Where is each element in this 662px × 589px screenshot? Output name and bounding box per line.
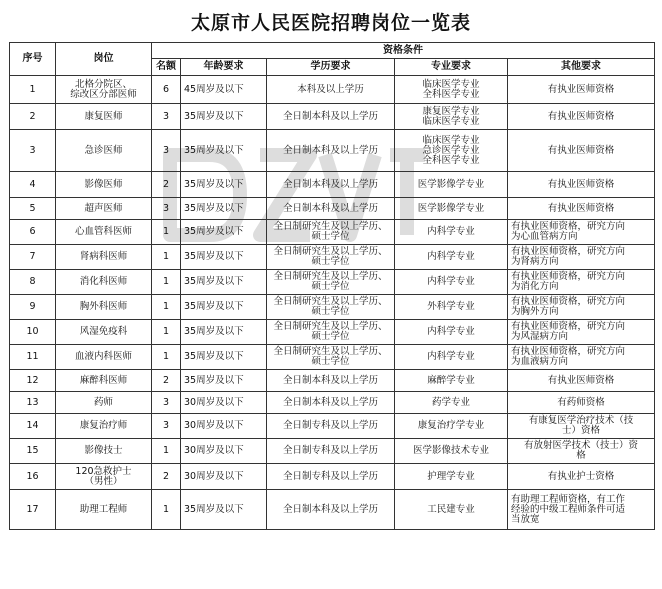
cell-position: 助理工程师 — [56, 490, 152, 530]
cell-major: 医学影像技术专业 — [395, 439, 508, 464]
cell-age: 45周岁及以下 — [181, 76, 267, 104]
cell-education: 全日制本科及以上学历 — [267, 130, 395, 172]
cell-position: 康复医师 — [56, 104, 152, 130]
cell-position: 康复治疗师 — [56, 414, 152, 439]
table-row — [10, 104, 655, 130]
cell-major: 外科学专业 — [395, 295, 508, 320]
cell-position: 影像医师 — [56, 172, 152, 198]
cell-age: 35周岁及以下 — [181, 245, 267, 270]
cell-index: 1 — [10, 76, 56, 104]
cell-other: 有药师资格 — [508, 392, 655, 414]
cell-quota: 1 — [152, 245, 181, 270]
table-row — [10, 76, 655, 104]
cell-index: 13 — [10, 392, 56, 414]
cell-major: 临床医学专业 急诊医学专业 全科医学专业 — [395, 130, 508, 172]
cell-quota: 3 — [152, 130, 181, 172]
cell-age: 35周岁及以下 — [181, 198, 267, 220]
cell-major: 医学影像学专业 — [395, 198, 508, 220]
cell-index: 15 — [10, 439, 56, 464]
table-body — [10, 76, 655, 530]
cell-index: 17 — [10, 490, 56, 530]
cell-education: 全日制研究生及以上学历、 硕士学位 — [267, 345, 395, 370]
cell-other: 有执业医师资格，研究方向 为血液病方向 — [508, 345, 655, 370]
cell-other: 有康复医学治疗技术（技 士）资格 — [508, 414, 655, 439]
cell-position: 消化科医师 — [56, 270, 152, 295]
header-qualifications: 资格条件 — [152, 43, 655, 59]
cell-index: 9 — [10, 295, 56, 320]
cell-age: 35周岁及以下 — [181, 490, 267, 530]
cell-age: 30周岁及以下 — [181, 392, 267, 414]
cell-other: 有执业医师资格，研究方向 为风湿病方向 — [508, 320, 655, 345]
cell-quota: 2 — [152, 370, 181, 392]
cell-education: 全日制专科及以上学历 — [267, 439, 395, 464]
cell-quota: 2 — [152, 464, 181, 490]
cell-education: 全日制研究生及以上学历、 硕士学位 — [267, 220, 395, 245]
cell-age: 35周岁及以下 — [181, 220, 267, 245]
cell-position: 影像技士 — [56, 439, 152, 464]
cell-major: 护理学专业 — [395, 464, 508, 490]
cell-major: 临床医学专业 全科医学专业 — [395, 76, 508, 104]
cell-quota: 1 — [152, 270, 181, 295]
cell-age: 35周岁及以下 — [181, 295, 267, 320]
table-row — [10, 220, 655, 245]
cell-other: 有执业医师资格，研究方向 为胸外方向 — [508, 295, 655, 320]
table-row — [10, 490, 655, 530]
cell-major: 内科学专业 — [395, 270, 508, 295]
cell-position: 风湿免疫科 — [56, 320, 152, 345]
cell-age: 30周岁及以下 — [181, 439, 267, 464]
cell-quota: 1 — [152, 220, 181, 245]
cell-other: 有执业医师资格 — [508, 104, 655, 130]
header-age: 年龄要求 — [181, 59, 267, 76]
cell-position: 药师 — [56, 392, 152, 414]
cell-position: 血液内科医师 — [56, 345, 152, 370]
cell-index: 10 — [10, 320, 56, 345]
cell-quota: 1 — [152, 345, 181, 370]
table-row — [10, 245, 655, 270]
cell-quota: 3 — [152, 104, 181, 130]
cell-age: 35周岁及以下 — [181, 172, 267, 198]
cell-education: 全日制专科及以上学历 — [267, 414, 395, 439]
cell-age: 35周岁及以下 — [181, 104, 267, 130]
cell-age: 35周岁及以下 — [181, 130, 267, 172]
cell-major: 医学影像学专业 — [395, 172, 508, 198]
cell-index: 6 — [10, 220, 56, 245]
table-row — [10, 464, 655, 490]
cell-other: 有执业医师资格 — [508, 130, 655, 172]
cell-education: 全日制研究生及以上学历、 硕士学位 — [267, 245, 395, 270]
cell-quota: 1 — [152, 439, 181, 464]
cell-index: 12 — [10, 370, 56, 392]
cell-age: 35周岁及以下 — [181, 345, 267, 370]
cell-index: 7 — [10, 245, 56, 270]
cell-major: 康复医学专业 临床医学专业 — [395, 104, 508, 130]
cell-position: 心血管科医师 — [56, 220, 152, 245]
cell-index: 14 — [10, 414, 56, 439]
header-index: 序号 — [10, 43, 56, 76]
cell-age: 35周岁及以下 — [181, 320, 267, 345]
cell-index: 11 — [10, 345, 56, 370]
cell-education: 全日制研究生及以上学历、 硕士学位 — [267, 295, 395, 320]
cell-other: 有助理工程师资格，有工作 经验的中级工程师条件可适 当放宽 — [508, 490, 655, 530]
table-row — [10, 414, 655, 439]
cell-other: 有执业医师资格 — [508, 76, 655, 104]
cell-major: 内科学专业 — [395, 220, 508, 245]
table-row — [10, 295, 655, 320]
cell-position: 肾病科医师 — [56, 245, 152, 270]
table-row — [10, 172, 655, 198]
cell-quota: 3 — [152, 392, 181, 414]
cell-major: 麻醉学专业 — [395, 370, 508, 392]
recruitment-table — [9, 42, 655, 530]
cell-quota: 3 — [152, 414, 181, 439]
cell-major: 康复治疗学专业 — [395, 414, 508, 439]
cell-major: 工民建专业 — [395, 490, 508, 530]
cell-position: 120急救护士 （男性） — [56, 464, 152, 490]
cell-other: 有执业护士资格 — [508, 464, 655, 490]
cell-education: 全日制研究生及以上学历、 硕士学位 — [267, 320, 395, 345]
page-title: 太原市人民医院招聘岗位一览表 — [190, 11, 471, 34]
cell-age: 35周岁及以下 — [181, 370, 267, 392]
cell-quota: 1 — [152, 490, 181, 530]
cell-quota: 6 — [152, 76, 181, 104]
cell-position: 麻醉科医师 — [56, 370, 152, 392]
cell-age: 30周岁及以下 — [181, 414, 267, 439]
cell-education: 全日制本科及以上学历 — [267, 198, 395, 220]
cell-other: 有放射医学技术（技士）资 格 — [508, 439, 655, 464]
cell-quota: 1 — [152, 295, 181, 320]
table-row — [10, 320, 655, 345]
cell-index: 8 — [10, 270, 56, 295]
header-education: 学历要求 — [267, 59, 395, 76]
header-major: 专业要求 — [395, 59, 508, 76]
cell-other: 有执业医师资格，研究方向 为心血管病方向 — [508, 220, 655, 245]
table-row — [10, 270, 655, 295]
cell-position: 超声医师 — [56, 198, 152, 220]
table-row — [10, 345, 655, 370]
cell-position: 胸外科医师 — [56, 295, 152, 320]
cell-education: 全日制研究生及以上学历、 硕士学位 — [267, 270, 395, 295]
cell-education: 全日制本科及以上学历 — [267, 104, 395, 130]
cell-age: 35周岁及以下 — [181, 270, 267, 295]
table-row — [10, 439, 655, 464]
cell-education: 全日制本科及以上学历 — [267, 392, 395, 414]
table-row — [10, 198, 655, 220]
cell-position: 北格分院区、 综改区分部医师 — [56, 76, 152, 104]
cell-major: 内科学专业 — [395, 345, 508, 370]
table-row — [10, 392, 655, 414]
header-quota: 名额 — [152, 59, 181, 76]
header-other: 其他要求 — [508, 59, 655, 76]
cell-education: 全日制专科及以上学历 — [267, 464, 395, 490]
cell-position: 急诊医师 — [56, 130, 152, 172]
cell-other: 有执业医师资格，研究方向 为消化方向 — [508, 270, 655, 295]
cell-education: 全日制本科及以上学历 — [267, 490, 395, 530]
cell-age: 30周岁及以下 — [181, 464, 267, 490]
table-row — [10, 370, 655, 392]
cell-other: 有执业医师资格 — [508, 172, 655, 198]
table-row — [10, 130, 655, 172]
cell-quota: 2 — [152, 172, 181, 198]
cell-index: 2 — [10, 104, 56, 130]
cell-index: 5 — [10, 198, 56, 220]
cell-index: 16 — [10, 464, 56, 490]
cell-major: 药学专业 — [395, 392, 508, 414]
cell-quota: 1 — [152, 320, 181, 345]
header-position: 岗位 — [56, 43, 152, 76]
cell-other: 有执业医师资格 — [508, 198, 655, 220]
cell-major: 内科学专业 — [395, 245, 508, 270]
cell-other: 有执业医师资格，研究方向 为肾病方向 — [508, 245, 655, 270]
cell-index: 3 — [10, 130, 56, 172]
cell-major: 内科学专业 — [395, 320, 508, 345]
cell-quota: 3 — [152, 198, 181, 220]
cell-index: 4 — [10, 172, 56, 198]
cell-education: 本科及以上学历 — [267, 76, 395, 104]
cell-other: 有执业医师资格 — [508, 370, 655, 392]
cell-education: 全日制本科及以上学历 — [267, 370, 395, 392]
cell-education: 全日制本科及以上学历 — [267, 172, 395, 198]
